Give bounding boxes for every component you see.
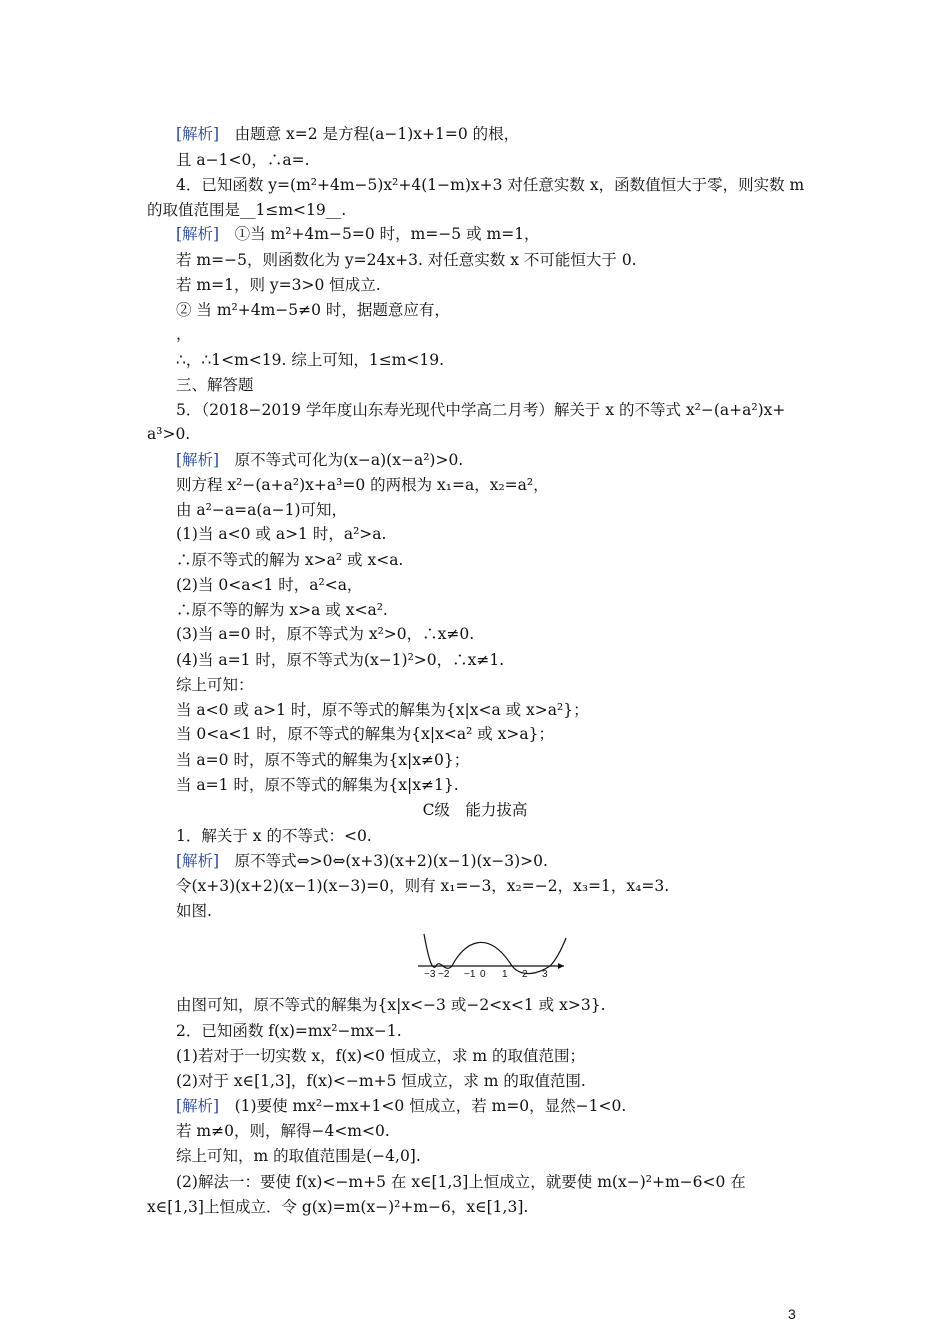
text-line: 则方程 x²−(a+a²)x+a³=0 的两根为 x₁=a，x₂=a²， bbox=[176, 476, 549, 494]
problem-line: 4．已知函数 y=(m²+4m−5)x²+4(1−m)x+3 对任意实数 x，函数值恒大于零，则实数 m bbox=[176, 176, 805, 194]
solution-tag: [解析] bbox=[176, 125, 220, 143]
solution-line: [解析] 原不等式⇔>0⇔(x+3)(x+2)(x−1)(x−3)>0. bbox=[176, 852, 548, 870]
problem-line: 5．（2018−2019 学年度山东寿光现代中学高二月考）解关于 x 的不等式 x²−(a+a²)x+ bbox=[176, 401, 786, 419]
sign-chart-figure bbox=[418, 930, 568, 982]
tick-label: 0 bbox=[480, 969, 486, 980]
text-line: 当 0<a<1 时，原不等式的解集为{x|x<a² 或 x>a}； bbox=[176, 725, 554, 743]
solution-line: [解析] ①当 m²+4m−5=0 时，m=−5 或 m=1， bbox=[176, 225, 540, 243]
tick-label: 3 bbox=[542, 969, 548, 980]
text-line: 若 m≠0，则，解得−4<m<0. bbox=[176, 1122, 390, 1140]
text-line: 由图可知，原不等式的解集为{x|x<−3 或−2<x<1 或 x>3}. bbox=[176, 996, 606, 1014]
text-line: 若 m=1，则 y=3>0 恒成立. bbox=[176, 276, 381, 294]
solution-tag: [解析] bbox=[176, 451, 220, 469]
text-line: (4)当 a=1 时，原不等式为(x−1)²>0，∴x≠1. bbox=[176, 651, 505, 669]
sign-chart-svg bbox=[418, 930, 568, 982]
text-line: (1)当 a<0 或 a>1 时，a²>a. bbox=[176, 525, 387, 543]
text-line: 当 a=0 时，原不等式的解集为{x|x≠0}； bbox=[176, 751, 470, 769]
problem-line: 的取值范围是__1≤m<19__. bbox=[147, 201, 347, 219]
problem-line: (2)对于 x∈[1,3]，f(x)<−m+5 恒成立，求 m 的取值范围. bbox=[176, 1072, 586, 1090]
text-line: (2)当 0<a<1 时，a²<a， bbox=[176, 576, 363, 594]
text-line: 综上可知，m 的取值范围是(−4,0]. bbox=[176, 1147, 421, 1165]
solution-tag: [解析] bbox=[176, 1097, 220, 1115]
page-number: 3 bbox=[788, 1306, 796, 1322]
text-line: 若 m=−5，则函数化为 y=24x+3. 对任意实数 x 不可能恒大于 0. bbox=[176, 251, 637, 269]
problem-line: a³>0. bbox=[147, 425, 191, 443]
tick-label: −2 bbox=[438, 969, 450, 980]
text-line: 当 a=1 时，原不等式的解集为{x|x≠1}. bbox=[176, 776, 459, 794]
text-line: ∴原不等的解为 x>a 或 x<a². bbox=[176, 601, 388, 619]
text-line: ∴，∴1<m<19. 综上可知，1≤m<19. bbox=[176, 351, 445, 369]
section-title: C级 能力拔高 bbox=[422, 801, 528, 819]
text-line: 如图. bbox=[176, 902, 212, 920]
tick-label: 2 bbox=[522, 969, 528, 980]
solution-tag: [解析] bbox=[176, 852, 220, 870]
text-line: (2)解法一：要使 f(x)<−m+5 在 x∈[1,3]上恒成立，就要使 m(x−)²+m−6<0 在 bbox=[176, 1173, 746, 1191]
tick-label: −1 bbox=[464, 969, 476, 980]
problem-line: 2．已知函数 f(x)=mx²−mx−1. bbox=[176, 1022, 402, 1040]
text-line: (3)当 a=0 时，原不等式为 x²>0，∴x≠0. bbox=[176, 625, 475, 643]
problem-line: 1．解关于 x 的不等式：<0. bbox=[176, 827, 372, 845]
tick-label-group bbox=[424, 969, 548, 980]
text-line: x∈[1,3]上恒成立．令 g(x)=m(x−)²+m−6，x∈[1,3]. bbox=[147, 1198, 529, 1216]
text-line: ② 当 m²+4m−5≠0 时，据题意应有， bbox=[176, 301, 450, 319]
solution-tag: [解析] bbox=[176, 225, 220, 243]
tick-label: −3 bbox=[424, 969, 436, 980]
solution-line: [解析] 由题意 x=2 是方程(a−1)x+1=0 的根， bbox=[176, 125, 520, 143]
text-line: 且 a−1<0，∴a=. bbox=[176, 151, 310, 169]
text-line: 令(x+3)(x+2)(x−1)(x−3)=0，则有 x₁=−3，x₂=−2，x₃=1，x₄=3. bbox=[176, 877, 670, 895]
text-line: ， bbox=[176, 325, 192, 343]
tick-label: 1 bbox=[502, 969, 508, 980]
section-heading: 三、解答题 bbox=[176, 376, 254, 394]
text-line: 当 a<0 或 a>1 时，原不等式的解集为{x|x<a 或 x>a²}； bbox=[176, 701, 589, 719]
text-line: 由 a²−a=a(a−1)可知， bbox=[176, 501, 348, 519]
arrow-icon bbox=[558, 963, 564, 969]
problem-line: (1)若对于一切实数 x，f(x)<0 恒成立，求 m 的取值范围； bbox=[176, 1047, 586, 1065]
text-line: ∴原不等式的解为 x>a² 或 x<a. bbox=[176, 551, 404, 569]
solution-line: [解析] 原不等式可化为(x−a)(x−a²)>0. bbox=[176, 451, 464, 469]
solution-line: [解析] (1)要使 mx²−mx+1<0 恒成立，若 m=0，显然−1<0. bbox=[176, 1097, 627, 1115]
text-line: 综上可知： bbox=[176, 676, 254, 694]
sign-curve bbox=[424, 934, 566, 974]
